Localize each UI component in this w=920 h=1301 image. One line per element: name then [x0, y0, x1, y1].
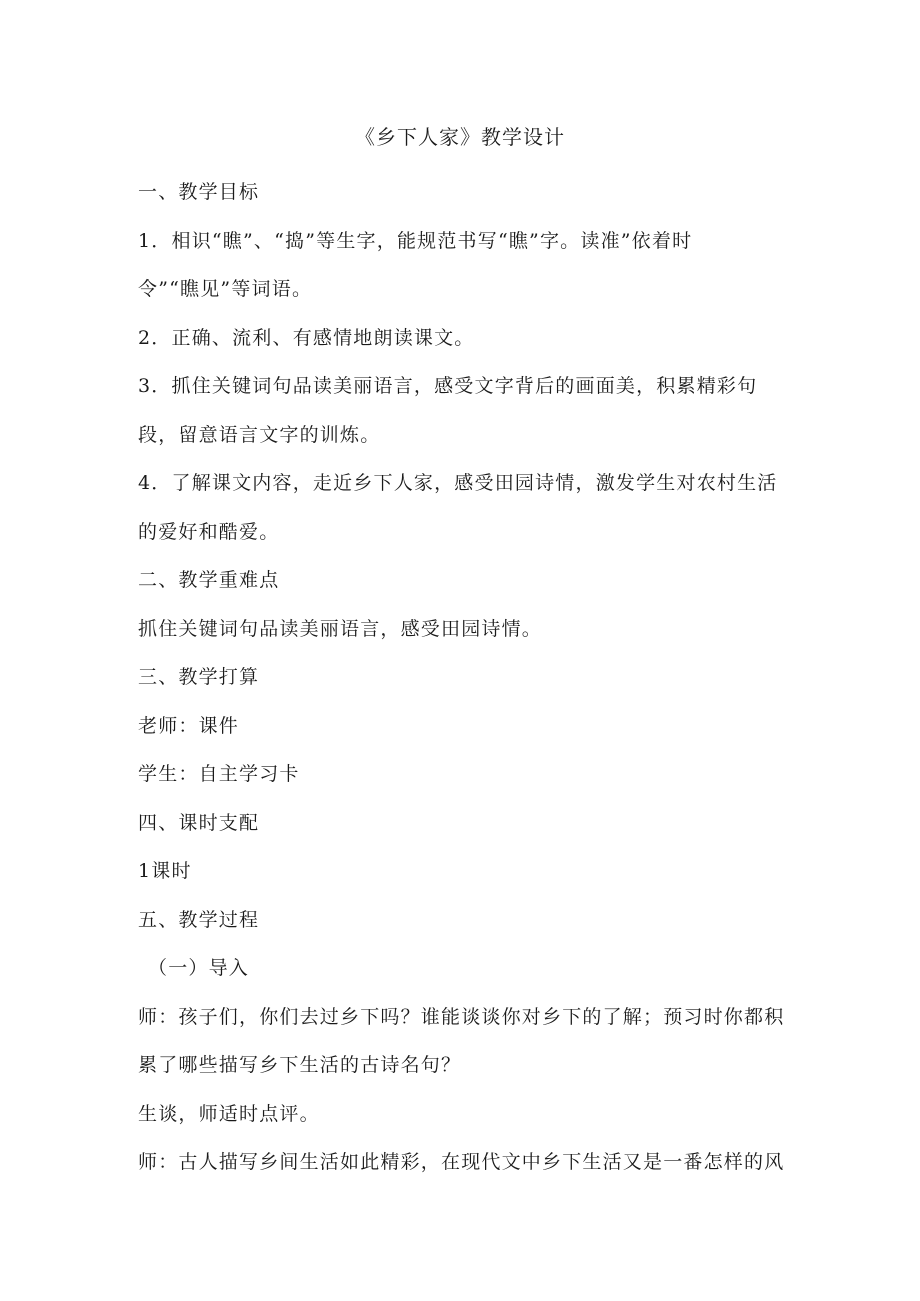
- subsection-heading-intro: （一）导入: [148, 957, 250, 979]
- preparation-teacher: 老师：课件: [138, 714, 240, 737]
- objective-1-line-2: 令”“瞧见”等词语。: [138, 278, 313, 300]
- intro-paragraph-1-line-2: 累了哪些描写乡下生活的古诗名句？: [138, 1054, 462, 1076]
- schedule-text: 1课时: [138, 860, 192, 882]
- objective-4-line-1: 4．了解课文内容，走近乡下人家，感受田园诗情，激发学生对农村生活: [138, 472, 778, 494]
- objective-1-line-1: 1．相识“瞧”、“捣”等生字，能规范书写“瞧”字。读准”依着时: [138, 229, 693, 252]
- intro-paragraph-1-line-1: 师：孩子们，你们去过乡下吗？谁能谈谈你对乡下的了解；预习时你都积: [138, 1005, 785, 1028]
- objective-2: 2．正确、流利、有感情地朗读课文。: [138, 326, 475, 349]
- intro-paragraph-2: 生谈，师适时点评。: [138, 1102, 320, 1125]
- section-heading-objectives: 一、教学目标: [138, 181, 260, 203]
- objective-3-line-2: 段，留意语言文字的训炼。: [138, 423, 381, 446]
- key-points-text: 抓住关键词句品读美丽语言，感受田园诗情。: [138, 617, 543, 640]
- objective-3-line-1: 3．抓住关键词句品读美丽语言，感受文字背后的画面美，积累精彩句: [138, 375, 758, 397]
- intro-paragraph-3-line-1: 师：古人描写乡间生活如此精彩，在现代文中乡下生活又是一番怎样的风: [138, 1151, 785, 1173]
- preparation-student: 学生：自主学习卡: [138, 763, 300, 785]
- document-body: [138, 168, 788, 1187]
- objective-4-line-2: 的爱好和酷爱。: [138, 520, 280, 543]
- section-heading-process: 五、教学过程: [138, 908, 260, 931]
- section-heading-key-points: 二、教学重难点: [138, 569, 280, 591]
- document-title: 《乡下人家》教学设计: [355, 125, 565, 149]
- section-heading-schedule: 四、课时支配: [138, 811, 260, 834]
- section-heading-preparation: 三、教学打算: [138, 666, 260, 688]
